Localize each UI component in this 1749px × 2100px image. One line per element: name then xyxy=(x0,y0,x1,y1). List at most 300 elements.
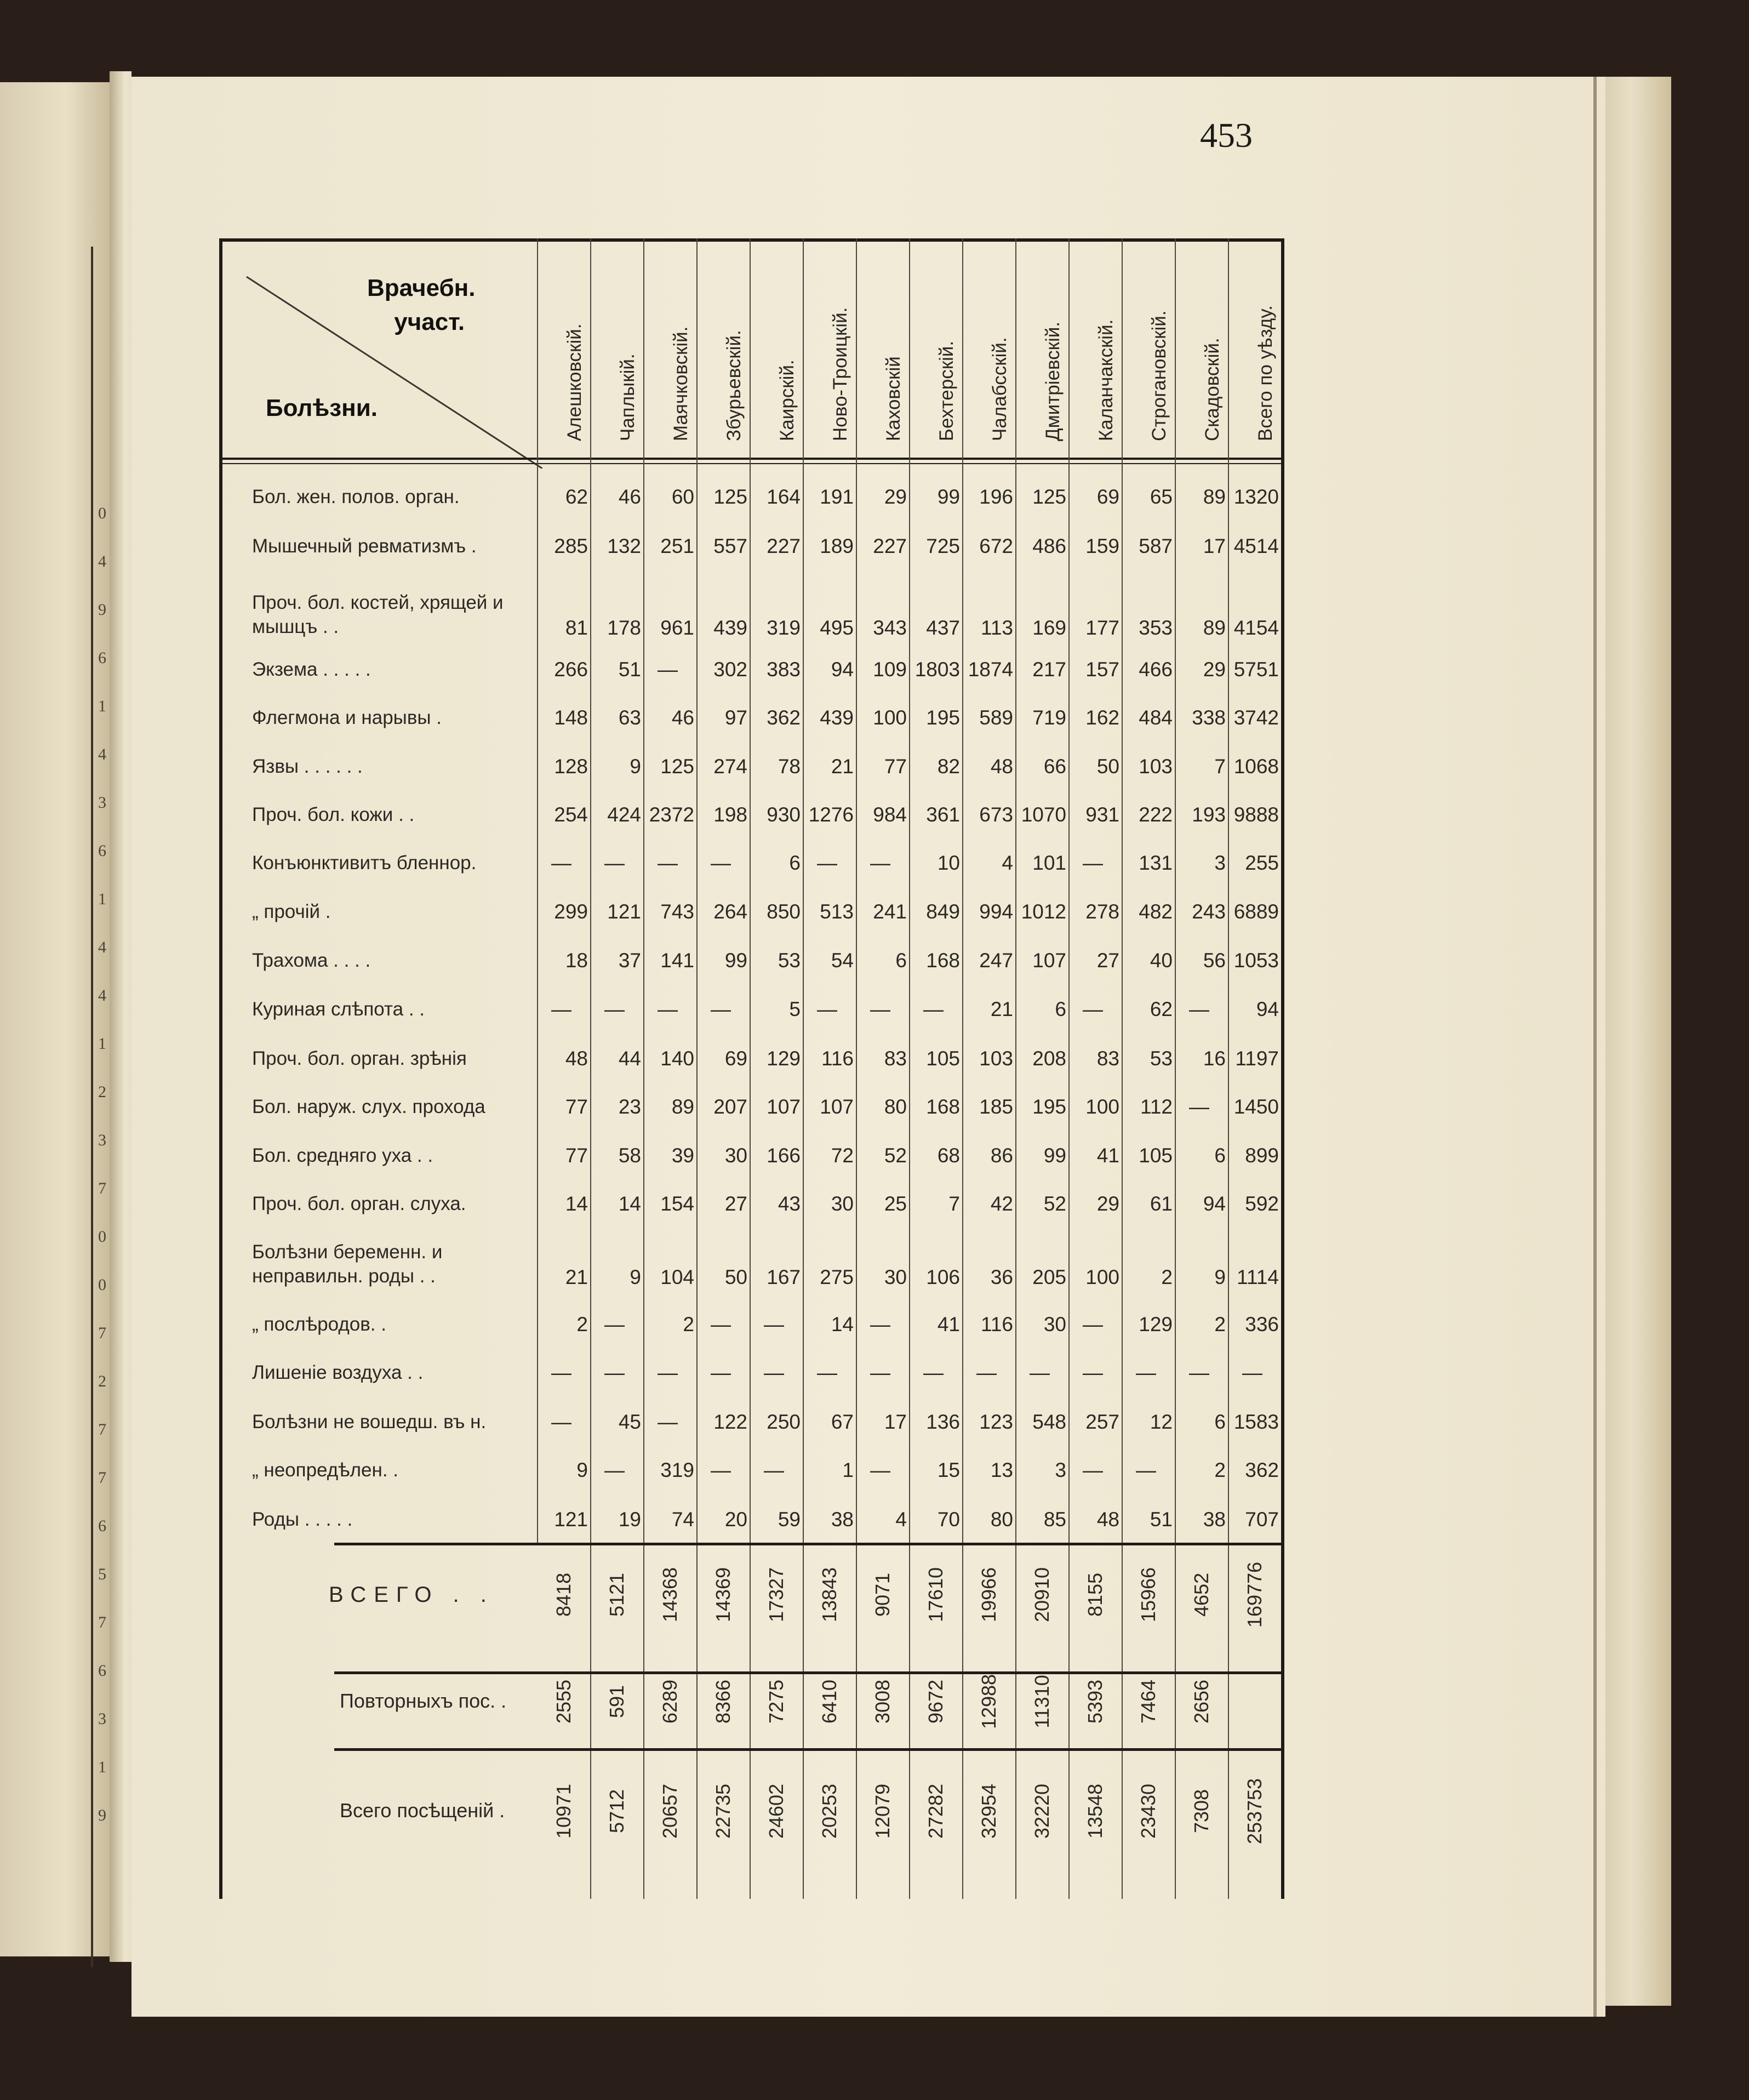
table-cell: 16 xyxy=(1203,1047,1226,1070)
totals-cell xyxy=(1228,1671,1281,1732)
table-cell: 484 xyxy=(1139,706,1173,729)
table-cell: 227 xyxy=(767,535,801,557)
left-page-fragment: 6 xyxy=(98,649,106,667)
table-right-rule xyxy=(1281,238,1284,1899)
table-cell: 123 xyxy=(979,1411,1013,1433)
totals-cell xyxy=(803,1748,856,1874)
table-cell: 62 xyxy=(565,486,588,508)
table-cell: 23 xyxy=(618,1095,641,1118)
table-cell: 250 xyxy=(767,1411,801,1433)
table-cell: — xyxy=(1189,1095,1209,1118)
table-cell: 673 xyxy=(979,803,1013,826)
table-cell: 275 xyxy=(820,1266,854,1288)
table-cell: 319 xyxy=(660,1459,694,1481)
table-cell: — xyxy=(658,852,678,874)
table-cell: 159 xyxy=(1085,535,1119,557)
column-header xyxy=(962,258,1015,469)
table-cell: 41 xyxy=(937,1313,960,1336)
header-line-1: Врачебн. xyxy=(367,275,476,301)
table-cell: 7 xyxy=(948,1192,960,1215)
table-cell: 125 xyxy=(713,486,747,508)
table-cell: 930 xyxy=(767,803,801,826)
totals-value: 13843 xyxy=(818,1567,841,1623)
left-page-fragment: 9 xyxy=(98,601,106,619)
table-cell: 113 xyxy=(981,617,1013,639)
totals-cell xyxy=(696,1543,750,1647)
table-cell: 48 xyxy=(990,755,1013,778)
table-cell: 6 xyxy=(789,852,801,874)
table-cell: 725 xyxy=(926,535,960,557)
table-cell: — xyxy=(1083,1361,1103,1384)
table-cell: 164 xyxy=(767,486,801,508)
totals-value: 7464 xyxy=(1136,1679,1159,1724)
totals-value: 12079 xyxy=(871,1783,894,1839)
table-cell: 36 xyxy=(990,1266,1013,1288)
table-cell: 103 xyxy=(1139,755,1173,778)
table-cell: 274 xyxy=(713,755,747,778)
table-cell: 195 xyxy=(926,706,960,729)
totals-cell xyxy=(856,1748,909,1874)
table-cell: 2 xyxy=(1161,1266,1173,1288)
totals-cell xyxy=(1015,1671,1068,1732)
table-cell: 899 xyxy=(1245,1144,1279,1167)
table-cell: 1450 xyxy=(1233,1095,1279,1118)
totals-cell xyxy=(590,1671,643,1732)
left-page-fragment: 1 xyxy=(98,1035,106,1053)
row-label: Роды . . . . . xyxy=(252,1509,353,1530)
totals-value: 20657 xyxy=(658,1783,681,1839)
table-cell: 29 xyxy=(1203,658,1226,681)
table-cell: 70 xyxy=(937,1508,960,1531)
table-cell: 100 xyxy=(1085,1266,1119,1288)
table-cell: 21 xyxy=(565,1266,588,1288)
table-cell: 9 xyxy=(630,755,641,778)
row-label: „ неопредѣлен. . xyxy=(252,1459,399,1481)
totals-label: Всего посѣщеній . xyxy=(340,1799,505,1822)
left-page-fragment: 7 xyxy=(98,1613,106,1631)
table-cell: 495 xyxy=(820,617,854,639)
table-cell: 104 xyxy=(660,1266,694,1288)
totals-value: 5121 xyxy=(605,1572,628,1617)
row-label: Флегмона и нарывы . xyxy=(252,707,442,728)
table-cell: 195 xyxy=(1032,1095,1066,1118)
row-label: Болѣзни беременн. и неправильн. роды . . xyxy=(252,1241,443,1287)
table-cell: — xyxy=(1242,1361,1262,1384)
table-cell: 67 xyxy=(831,1411,854,1433)
column-header-label: Каланчакскій. xyxy=(1095,319,1117,441)
totals-cell xyxy=(1228,1748,1281,1874)
table-cell: 319 xyxy=(767,617,801,639)
table-cell: — xyxy=(551,1411,571,1433)
row-label: Проч. бол. орган. зрѣнія xyxy=(252,1048,467,1069)
column-header-label: Чалабсскій. xyxy=(988,337,1010,441)
table-cell: 178 xyxy=(607,617,641,639)
table-cell: 72 xyxy=(831,1144,854,1167)
table-cell: 132 xyxy=(607,535,641,557)
table-cell: 1276 xyxy=(808,803,854,826)
table-cell: — xyxy=(870,998,890,1020)
left-page-fragment: 5 xyxy=(98,1565,106,1583)
totals-value: 9672 xyxy=(924,1679,947,1724)
table-cell: 931 xyxy=(1085,803,1119,826)
table-cell: 38 xyxy=(1203,1508,1226,1531)
totals-cell xyxy=(643,1543,696,1647)
header-line-2: участ. xyxy=(394,309,465,335)
column-header-label: Алешковскій. xyxy=(563,323,585,441)
table-cell: 362 xyxy=(1245,1459,1279,1481)
table-cell: 6889 xyxy=(1233,900,1279,923)
column-header xyxy=(1228,258,1281,469)
totals-cell xyxy=(962,1748,1015,1874)
row-label: Болѣзни не вошедш. въ н. xyxy=(252,1411,487,1433)
table-cell: 106 xyxy=(926,1266,960,1288)
totals-cell xyxy=(803,1671,856,1732)
table-cell: — xyxy=(551,1361,571,1384)
table-cell: 62 xyxy=(1150,998,1173,1020)
table-cell: — xyxy=(870,852,890,874)
table-cell: 129 xyxy=(767,1047,801,1070)
table-cell: — xyxy=(604,998,625,1020)
left-page-fragment: 4 xyxy=(98,552,106,570)
table-cell: 94 xyxy=(1203,1192,1226,1215)
table-cell: 2372 xyxy=(649,803,694,826)
table-cell: 6 xyxy=(1214,1411,1226,1433)
totals-value: 23430 xyxy=(1136,1783,1159,1839)
table-cell: — xyxy=(764,1459,784,1481)
table-cell: 255 xyxy=(1245,852,1279,874)
totals-label: Повторныхъ пос. . xyxy=(340,1690,507,1712)
table-cell: — xyxy=(711,1361,731,1384)
left-page-fragment: 7 xyxy=(98,1324,106,1342)
totals-value: 27282 xyxy=(924,1783,947,1839)
table-cell: 21 xyxy=(990,998,1013,1020)
table-cell: 353 xyxy=(1139,617,1173,639)
left-page-fragment: 2 xyxy=(98,1372,106,1390)
totals-cell xyxy=(1175,1748,1228,1874)
table-cell: — xyxy=(817,1361,837,1384)
table-cell: 241 xyxy=(873,900,907,923)
table-cell: 168 xyxy=(926,1095,960,1118)
table-cell: 6 xyxy=(1214,1144,1226,1167)
table-cell: 3 xyxy=(1055,1459,1066,1481)
table-cell: 243 xyxy=(1192,900,1226,923)
row-label: Лишеніе воздуха . . xyxy=(252,1362,424,1383)
table-cell: — xyxy=(870,1459,890,1481)
table-cell: 7 xyxy=(1214,755,1226,778)
table-cell: — xyxy=(1083,998,1103,1020)
table-cell: 74 xyxy=(671,1508,694,1531)
table-cell: 1803 xyxy=(914,658,960,681)
table-cell: — xyxy=(1083,1313,1103,1336)
table-cell: 17 xyxy=(1203,535,1226,557)
totals-cell xyxy=(909,1748,962,1874)
table-cell: 109 xyxy=(873,658,907,681)
row-label: Проч. бол. кожи . . xyxy=(252,804,415,825)
table-left-rule xyxy=(219,238,222,1899)
left-page-fragment: 6 xyxy=(98,1517,106,1535)
table-cell: 105 xyxy=(1139,1144,1173,1167)
table-cell: 19 xyxy=(618,1508,641,1531)
table-cell: 41 xyxy=(1096,1144,1119,1167)
table-cell: 128 xyxy=(554,755,588,778)
column-header xyxy=(537,258,590,469)
column-header xyxy=(1015,258,1068,469)
table-cell: 189 xyxy=(820,535,854,557)
column-header-label: Каирскій. xyxy=(776,359,798,441)
table-cell: 50 xyxy=(724,1266,747,1288)
table-cell: 14 xyxy=(618,1192,641,1215)
left-page-fragment: 4 xyxy=(98,986,106,1005)
table-cell: — xyxy=(1189,1361,1209,1384)
table-cell: 707 xyxy=(1245,1508,1279,1531)
table-cell: 43 xyxy=(778,1192,801,1215)
totals-cell xyxy=(803,1543,856,1647)
table-cell: 140 xyxy=(660,1047,694,1070)
table-cell: 69 xyxy=(724,1047,747,1070)
table-cell: 193 xyxy=(1192,803,1226,826)
totals-cell xyxy=(1122,1543,1175,1647)
table-cell: 29 xyxy=(1096,1192,1119,1215)
table-cell: 167 xyxy=(767,1266,801,1288)
totals-value: 7308 xyxy=(1190,1789,1213,1834)
table-cell: 1114 xyxy=(1237,1266,1279,1288)
table-cell: 56 xyxy=(1203,949,1226,972)
table-cell: 4514 xyxy=(1233,535,1279,557)
table-cell: 85 xyxy=(1043,1508,1066,1531)
table-cell: 439 xyxy=(820,706,854,729)
totals-cell xyxy=(537,1748,590,1874)
table-cell: 2 xyxy=(576,1313,588,1336)
table-cell: 101 xyxy=(1032,852,1066,874)
table-cell: 5 xyxy=(789,998,801,1020)
table-cell: — xyxy=(1083,852,1103,874)
table-cell: 587 xyxy=(1139,535,1173,557)
totals-value: 2656 xyxy=(1190,1679,1213,1724)
left-page-fragment: 1 xyxy=(98,1758,106,1776)
table-cell: 1874 xyxy=(968,658,1013,681)
totals-cell xyxy=(537,1671,590,1732)
column-header xyxy=(909,258,962,469)
book-spine xyxy=(110,71,132,1962)
table-cell: — xyxy=(658,1411,678,1433)
table-cell: 30 xyxy=(1043,1313,1066,1336)
table-cell: 205 xyxy=(1032,1266,1066,1288)
totals-cell xyxy=(643,1671,696,1732)
table-cell: 86 xyxy=(990,1144,1013,1167)
table-cell: — xyxy=(658,1361,678,1384)
totals-value: 3008 xyxy=(871,1679,894,1724)
column-header-label: Всего по уѣзду. xyxy=(1254,305,1276,441)
table-cell: — xyxy=(764,1361,784,1384)
table-cell: 94 xyxy=(831,658,854,681)
table-cell: 80 xyxy=(884,1095,907,1118)
table-cell: 25 xyxy=(884,1192,907,1215)
totals-value: 11310 xyxy=(1030,1675,1053,1728)
table-cell: 299 xyxy=(554,900,588,923)
table-cell: 99 xyxy=(1043,1144,1066,1167)
table-cell: 157 xyxy=(1085,658,1119,681)
totals-value: 17610 xyxy=(924,1567,947,1623)
totals-value: 169776 xyxy=(1243,1561,1266,1628)
table-cell: 302 xyxy=(713,658,747,681)
row-label: Экзема . . . . . xyxy=(252,659,371,680)
table-cell: — xyxy=(817,852,837,874)
totals-cell xyxy=(1068,1543,1122,1647)
table-cell: 589 xyxy=(979,706,1013,729)
table-cell: 2 xyxy=(683,1313,694,1336)
table-cell: 257 xyxy=(1085,1411,1119,1433)
table-cell: 4 xyxy=(895,1508,907,1531)
row-label: „ послѣродов. . xyxy=(252,1314,386,1335)
totals-value: 8155 xyxy=(1083,1572,1106,1617)
table-cell: 217 xyxy=(1032,658,1066,681)
left-page-fragment: 9 xyxy=(98,1806,106,1824)
left-page-fragment: 7 xyxy=(98,1469,106,1487)
left-page-fragment: 0 xyxy=(98,504,106,522)
table-cell: — xyxy=(817,998,837,1020)
table-cell: 1320 xyxy=(1233,486,1279,508)
totals-cell xyxy=(1015,1748,1068,1874)
totals-value: 32220 xyxy=(1030,1783,1053,1839)
column-header xyxy=(1122,258,1175,469)
totals-value: 2555 xyxy=(552,1679,575,1724)
table-cell: 6 xyxy=(895,949,907,972)
table-cell: — xyxy=(1136,1459,1156,1481)
table-cell: 254 xyxy=(554,803,588,826)
table-cell: 107 xyxy=(1032,949,1066,972)
table-cell: 89 xyxy=(671,1095,694,1118)
totals-cell xyxy=(1015,1543,1068,1647)
table-cell: 984 xyxy=(873,803,907,826)
table-cell: 61 xyxy=(1150,1192,1173,1215)
totals-value: 24602 xyxy=(764,1783,787,1839)
totals-cell xyxy=(909,1671,962,1732)
table-cell: 66 xyxy=(1043,755,1066,778)
table-cell: 513 xyxy=(820,900,854,923)
table-cell: — xyxy=(604,1459,625,1481)
table-cell: 121 xyxy=(554,1508,588,1531)
table-cell: 122 xyxy=(713,1411,747,1433)
totals-value: 14368 xyxy=(658,1567,681,1623)
table-cell: 46 xyxy=(671,706,694,729)
header-diseases-label: Болѣзни. xyxy=(266,395,378,421)
row-label: Мышечный ревматизмъ . xyxy=(252,535,477,557)
table-cell: 52 xyxy=(1043,1192,1066,1215)
totals-value: 9071 xyxy=(871,1572,894,1617)
table-cell: 103 xyxy=(979,1047,1013,1070)
totals-value: 15966 xyxy=(1136,1567,1159,1623)
table-cell: 338 xyxy=(1192,706,1226,729)
table-cell: 557 xyxy=(713,535,747,557)
table-cell: 14 xyxy=(565,1192,588,1215)
totals-cell xyxy=(1175,1671,1228,1732)
table-cell: — xyxy=(1136,1361,1156,1384)
table-cell: 51 xyxy=(1150,1508,1173,1531)
table-cell: 207 xyxy=(713,1095,747,1118)
table-cell: — xyxy=(658,998,678,1020)
table-cell: 548 xyxy=(1032,1411,1066,1433)
totals-cell xyxy=(537,1543,590,1647)
table-cell: 107 xyxy=(767,1095,801,1118)
totals-value: 8418 xyxy=(552,1572,575,1617)
table-cell: 743 xyxy=(660,900,694,923)
row-label: Проч. бол. орган. слуха. xyxy=(252,1193,466,1214)
table-cell: 97 xyxy=(724,706,747,729)
totals-cell xyxy=(856,1543,909,1647)
table-cell: 12 xyxy=(1150,1411,1173,1433)
table-cell: 58 xyxy=(618,1144,641,1167)
table-cell: 1 xyxy=(842,1459,854,1481)
totals-cell xyxy=(750,1671,803,1732)
left-page-fragment: 7 xyxy=(98,1420,106,1439)
totals-value: 5393 xyxy=(1083,1679,1106,1724)
totals-value: 19966 xyxy=(977,1567,1000,1623)
table-cell: 196 xyxy=(979,486,1013,508)
table-cell: 4 xyxy=(1002,852,1013,874)
table-cell: 850 xyxy=(767,900,801,923)
table-cell: 198 xyxy=(713,803,747,826)
totals-cell xyxy=(1122,1748,1175,1874)
totals-cell xyxy=(590,1543,643,1647)
table-cell: 1197 xyxy=(1235,1047,1279,1070)
table-cell: 168 xyxy=(926,949,960,972)
table-cell: 83 xyxy=(884,1047,907,1070)
table-cell: 83 xyxy=(1096,1047,1119,1070)
left-page-fragment: 3 xyxy=(98,794,106,812)
table-cell: 69 xyxy=(1096,486,1119,508)
totals-value: 4652 xyxy=(1190,1572,1213,1617)
table-cell: 5751 xyxy=(1233,658,1279,681)
table-cell: 136 xyxy=(926,1411,960,1433)
table-cell: 105 xyxy=(926,1047,960,1070)
table-cell: 14 xyxy=(831,1313,854,1336)
table-cell: 208 xyxy=(1032,1047,1066,1070)
table-cell: 383 xyxy=(767,658,801,681)
table-cell: — xyxy=(604,852,625,874)
table-cell: 343 xyxy=(873,617,907,639)
table-cell: — xyxy=(1189,998,1209,1020)
table-cell: — xyxy=(604,1361,625,1384)
table-cell: — xyxy=(658,658,678,681)
table-cell: 100 xyxy=(1085,1095,1119,1118)
totals-value: 22735 xyxy=(711,1783,734,1839)
table-cell: 77 xyxy=(565,1144,588,1167)
table-cell: 994 xyxy=(979,900,1013,923)
table-cell: 94 xyxy=(1256,998,1279,1020)
table-cell: 99 xyxy=(724,949,747,972)
left-page-fragment: 4 xyxy=(98,745,106,763)
table-cell: 51 xyxy=(618,658,641,681)
table-cell: 77 xyxy=(565,1095,588,1118)
totals-value: 591 xyxy=(605,1685,628,1719)
column-header xyxy=(803,258,856,469)
table-cell: — xyxy=(1083,1459,1103,1481)
table-cell: 48 xyxy=(1096,1508,1119,1531)
table-cell: 30 xyxy=(884,1266,907,1288)
table-cell: 166 xyxy=(767,1144,801,1167)
totals-value: 8366 xyxy=(711,1679,734,1724)
table-cell: 125 xyxy=(660,755,694,778)
table-cell: 439 xyxy=(713,617,747,639)
table-cell: 154 xyxy=(660,1192,694,1215)
page-number: 453 xyxy=(1200,116,1253,155)
table-cell: 65 xyxy=(1150,486,1173,508)
left-page-fragment: 6 xyxy=(98,842,106,860)
table-cell: 89 xyxy=(1203,486,1226,508)
table-cell: 424 xyxy=(607,803,641,826)
header-districts-label xyxy=(367,271,475,339)
table-cell: 1068 xyxy=(1233,755,1279,778)
